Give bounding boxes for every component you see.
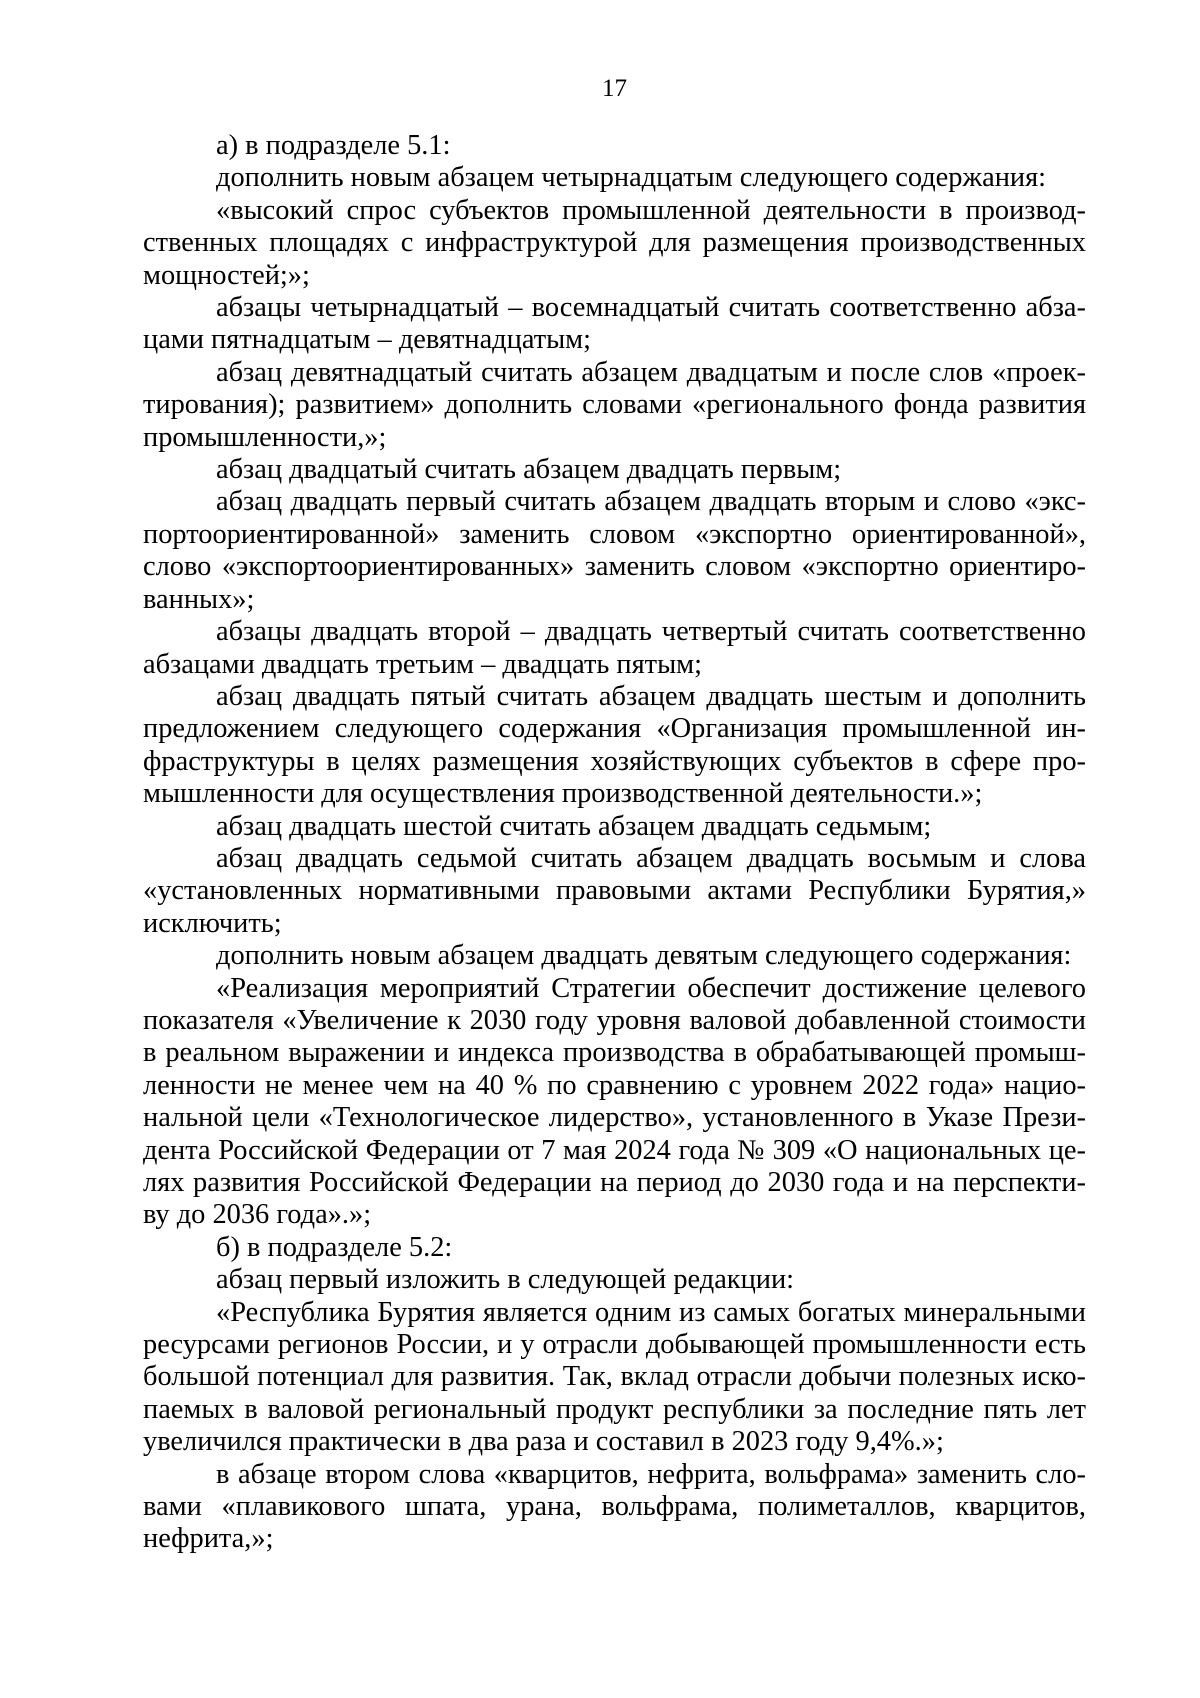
paragraph: абзацы четырнадцатый – восемнадцатый считать соответственно абзацами пятнадцатым – девятнадцатым;	[143, 292, 1086, 356]
paragraph: дополнить новым абзацем двадцать девятым следующего содержания:	[216, 940, 1072, 972]
document-body	[143, 130, 1086, 1556]
paragraph: абзац первый изложить в следующей редакции:	[216, 1264, 795, 1296]
paragraph: абзац двадцать первый считать абзацем двадцать вторым и слово «экспортоориентированной» заменить словом «экспортно ориентированной», слово «экспортоориентированных» заменить словом «экспортно ориентированных»;	[143, 486, 1086, 615]
paragraph: «Реализация мероприятий Стратегии обеспечит достижение целевого показателя «Увеличение к 2030 году уровня валовой добавленной стоимости в реальном выражении и индекса производства в обрабатывающей промышленности не менее чем на 40 % по сравнению с уровнем 2022 года» национальной цели «Технологическое лидерство», установленного в Указе Президента Российской Федерации от 7 мая 2024 года № 309 «О национальных целях развития Российской Федерации на период до 2030 года и на перспективу до 2036 года».»;	[143, 972, 1086, 1231]
paragraph: абзац двадцать пятый считать абзацем двадцать шестым и дополнить предложением следующего содержания «Организация промышленной инфраструктуры в целях размещения хозяйствующих субъектов в сфере промышленности для осуществления производственной деятельности.»;	[143, 680, 1086, 810]
paragraph: абзац двадцать седьмой считать абзацем двадцать восьмым и слова «установленных нормативными правовыми актами Республики Бурятия,» исключить;	[143, 842, 1086, 939]
paragraph: «Республика Бурятия является одним из самых богатых минеральными ресурсами регионов России, и у отрасли добывающей промышленности есть большой потенциал для развития. Так, вклад отрасли добычи полезных ископаемых в валовой региональный продукт республики за последние пять лет увеличился практически в два раза и составил в 2023 году 9,4%.»;	[143, 1296, 1086, 1458]
paragraph: б) в подразделе 5.2:	[216, 1231, 453, 1263]
paragraph: а) в подразделе 5.1:	[216, 130, 451, 161]
paragraph: дополнить новым абзацем четырнадцатым следующего содержания:	[216, 162, 1047, 194]
paragraph: в абзаце втором слова «кварцитов, нефрита, вольфрама» заменить словами «плавикового шпата, урана, вольфрама, полиметаллов, кварцитов, нефрита,»;	[143, 1458, 1086, 1555]
paragraph: абзац девятнадцатый считать абзацем двадцатым и после слов «проектирования); развитием» дополнить словами «регионального фонда развития промышленности,»;	[143, 356, 1086, 453]
paragraph: «высокий спрос субъектов промышленной деятельности в производственных площадях с инфраструктурой для размещения производственных мощностей;»;	[143, 194, 1086, 291]
paragraph: абзацы двадцать второй – двадцать четвертый считать соответственно абзацами двадцать третьим – двадцать пятым;	[143, 616, 1086, 680]
page-number: 17	[602, 75, 627, 102]
paragraph: абзац двадцатый считать абзацем двадцать первым;	[216, 454, 842, 486]
paragraph: абзац двадцать шестой считать абзацем двадцать седьмым;	[216, 810, 932, 842]
